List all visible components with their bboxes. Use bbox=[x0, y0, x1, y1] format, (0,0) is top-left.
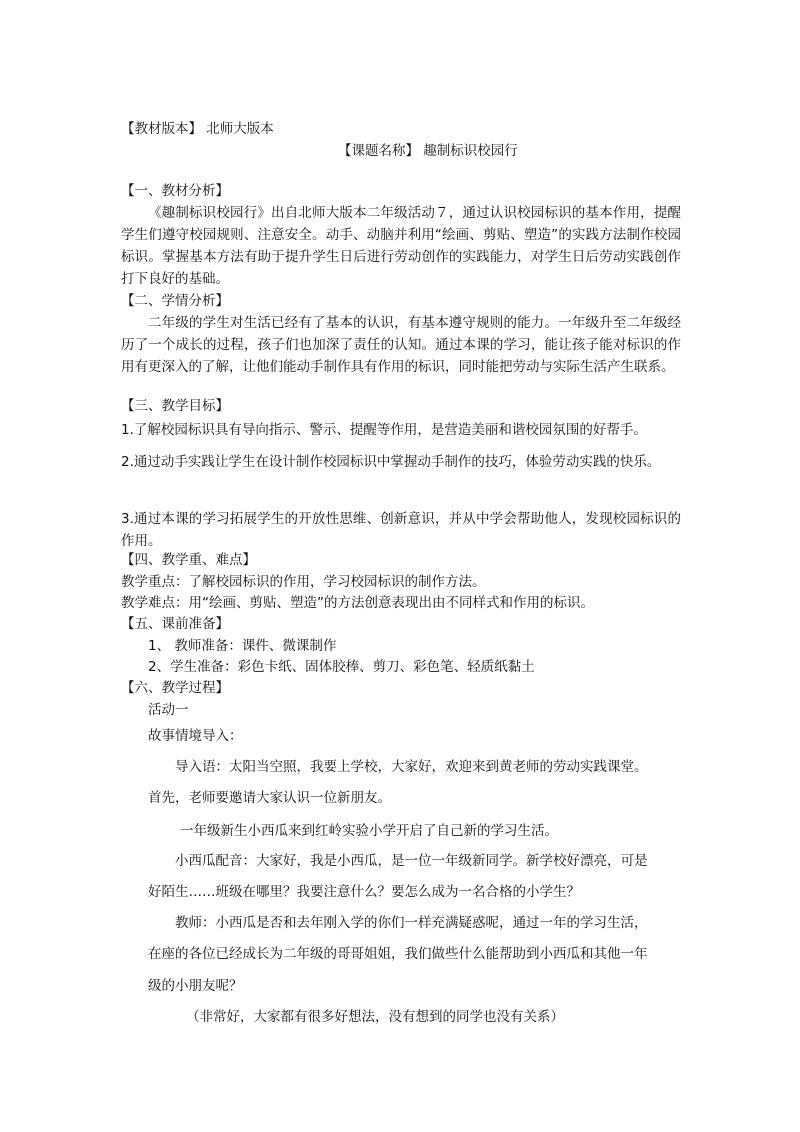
section-heading-process: 【六、教学过程】 bbox=[121, 680, 229, 696]
process-line: 导入语：太阳当空照，我要上学校，大家好，欢迎来到黄老师的劳动实践课堂。 bbox=[175, 759, 648, 775]
prep-item: 2、学生准备：彩色卡纸、固体胶棒、剪刀、彩色笔、轻质纸黏土 bbox=[148, 659, 535, 675]
goal-item-3: 3.通过本课的学习拓展学生的开放性思维、创新意识，并从中学会帮助他人，发现校园标识的作用。 bbox=[121, 511, 681, 549]
process-line: 在座的各位已经成长为二年级的哥哥姐姐，我们做些什么能帮助到小西瓜和其他一年 bbox=[148, 946, 648, 962]
section-heading-goals: 【三、教学目标】 bbox=[121, 398, 229, 414]
process-line: 首先，老师要邀请大家认识一位新朋友。 bbox=[148, 790, 391, 806]
section-heading-focus: 【四、教学重、难点】 bbox=[121, 552, 256, 568]
goal-item-2: 2.通过动手实践让学生在设计制作校园标识中掌握动手制作的技巧，体验劳动实践的快乐。 bbox=[121, 454, 661, 470]
process-line: 一年级新生小西瓜来到红岭实验小学开启了自己新的学习生活。 bbox=[180, 823, 558, 839]
lesson-title: 【课题名称】 趣制标识校园行 bbox=[338, 143, 518, 159]
goal-item-1: 1.了解校园标识具有导向指示、警示、提醒等作用，是营造美丽和谐校园氛围的好帮手。 bbox=[121, 422, 647, 438]
key-point-line: 教学重点：了解校园标识的作用，学习校园标识的制作方法。 bbox=[121, 574, 486, 590]
activity-label: 活动一 bbox=[148, 702, 189, 718]
process-line: 级的小朋友呢？ bbox=[148, 978, 243, 994]
intro-label: 故事情境导入： bbox=[148, 728, 243, 744]
process-line: 教师：小西瓜是否和去年刚入学的你们一样充满疑惑呢，通过一年的学习生活， bbox=[175, 915, 648, 931]
students-paragraph: 二年级的学生对生活已经有了基本的认识，有基本遵守规则的能力。一年级升至二年级经历了一个成长的过程，孩子们也加深了责任的认知。通过本课的学习，能让孩子能对标识的作用有更深入的了解，让他们能动手制作具有作用的标识，同时能把劳动与实际生活产生联系。 bbox=[121, 315, 681, 375]
process-line: 小西瓜配音：大家好，我是小西瓜，是一位一年级新同学。新学校好漂亮，可是 bbox=[175, 853, 648, 869]
difficulty-line: 教学难点：用“绘画、剪贴、塑造”的方法创意表现出由不同样式和作用的标识。 bbox=[121, 595, 594, 611]
edition-line: 【教材版本】 北师大版本 bbox=[121, 121, 274, 137]
process-line: （非常好，大家都有很多好想法，没有想到的同学也没有关系） bbox=[186, 1009, 564, 1025]
section-heading-prep: 【五、课前准备】 bbox=[121, 616, 229, 632]
prep-item: 1、 教师准备：课件、微课制作 bbox=[148, 638, 337, 654]
process-line: 好陌生……班级在哪里？我要注意什么？要怎么成为一名合格的小学生？ bbox=[148, 884, 580, 900]
section-heading-students: 【二、学情分析】 bbox=[121, 293, 229, 309]
analysis-paragraph: 《趣制标识校园行》出自北师大版本二年级活动７，通过认识校园标识的基本作用，提醒学生们遵守校园规则、注意安全。动手、动脑并利用“绘画、剪贴、塑造”的实践方法制作校园标识。掌握基本方法有助于提升学生日后进行劳动创作的实践能力，对学生日后劳动实践创作打下良好的基础。 bbox=[121, 205, 681, 287]
section-heading-analysis: 【一、教材分析】 bbox=[121, 183, 229, 199]
